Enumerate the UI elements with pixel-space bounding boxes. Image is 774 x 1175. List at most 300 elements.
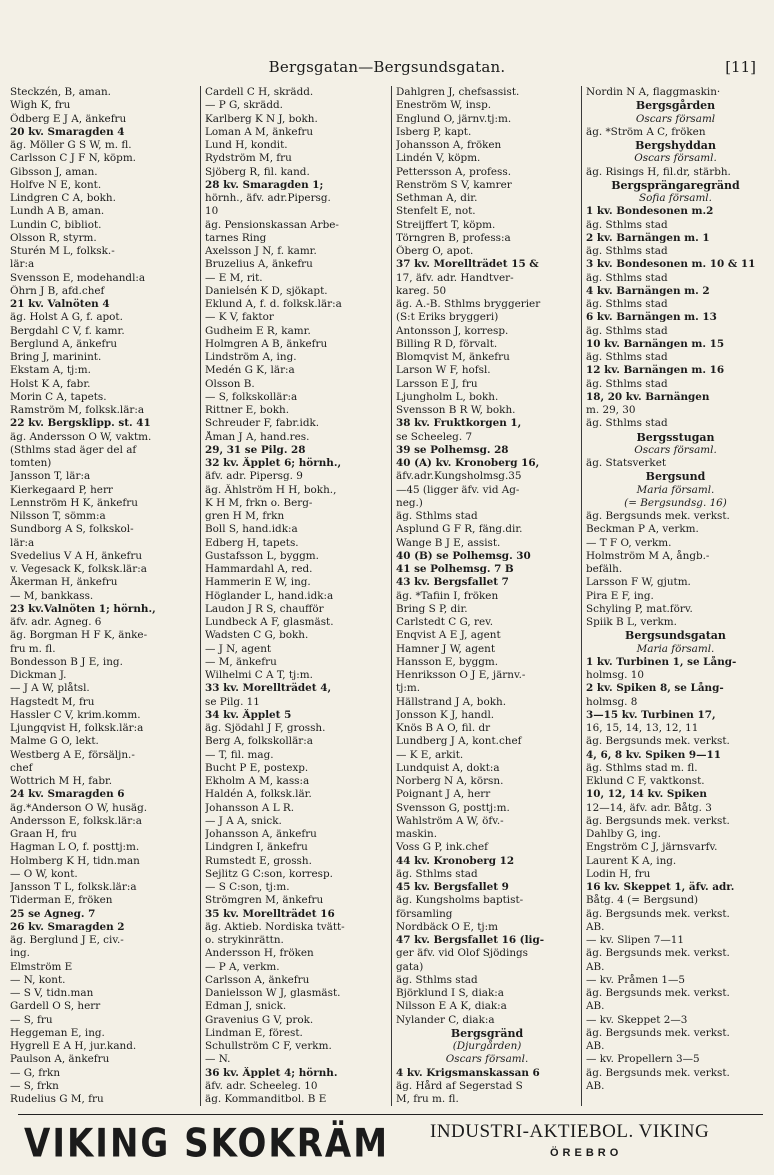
resident-entry: Lindström A, ing. xyxy=(205,351,297,363)
resident-entry: — S, folkskollär:a xyxy=(205,390,298,403)
resident-entry: Öhrn J B, afd.chef xyxy=(10,284,105,297)
street-heading: Bergsgränd xyxy=(450,1026,524,1040)
resident-entry: Gudheim E R, kamr. xyxy=(205,324,311,337)
resident-entry: Eneström W, insp. xyxy=(396,99,492,112)
parish-label: Maria församl. xyxy=(636,642,715,655)
resident-entry: äg. Sthlms stad xyxy=(586,218,668,231)
resident-entry: äg. Sthlms stad xyxy=(396,510,478,522)
resident-entry: äg. Hård af Segerstad S xyxy=(396,1079,523,1092)
property-entry: 36 kv. Äpplet 4; hörnh. xyxy=(205,1066,338,1079)
resident-entry: Rumstedt E, grossh. xyxy=(205,854,312,867)
resident-entry: Hagstedt M, fru xyxy=(10,695,95,708)
resident-entry: Edman J, snick. xyxy=(205,1000,287,1013)
resident-entry: äg. Bergsunds mek. verkst. xyxy=(586,1066,730,1079)
resident-entry: Wange B J E, assist. xyxy=(396,536,501,549)
resident-entry: 17, äfv. adr. Handtver- xyxy=(396,271,514,284)
resident-entry: AB. xyxy=(586,920,605,933)
resident-entry: Bergdahl C V, f. kamr. xyxy=(10,324,125,337)
resident-entry: Johansson A, änkefru xyxy=(205,828,317,840)
resident-entry: äg. Bergsunds mek. verkst. xyxy=(586,735,730,748)
resident-entry: äg. Pensionskassan Arbe- xyxy=(205,218,339,231)
resident-entry: Bucht P E, postexp. xyxy=(205,761,309,774)
resident-entry: hörnh., äfv. adr.Pipersg. xyxy=(205,192,331,204)
advertisement-banner xyxy=(18,1114,763,1165)
column-3 xyxy=(391,86,581,1106)
resident-entry: — M, bankkass. xyxy=(10,589,94,602)
resident-entry: Öberg O, apot. xyxy=(396,245,474,257)
resident-entry: äg. Sthlms stad xyxy=(586,417,668,430)
property-entry: 44 kv. Kronoberg 12 xyxy=(396,854,515,867)
resident-entry: Streijffert T, köpm. xyxy=(396,218,496,231)
resident-entry: Edberg H, tapets. xyxy=(205,536,299,549)
resident-entry: Wigh K, fru xyxy=(10,99,71,112)
resident-entry: äg. A.-B. Sthlms bryggerier xyxy=(396,298,541,310)
resident-entry: Sturén M L, folksk.- xyxy=(10,245,115,257)
resident-entry: Lindgren C A, bokh. xyxy=(10,192,116,204)
resident-entry: Rydström M, fru xyxy=(205,152,292,165)
resident-entry: Gravenius G V, prok. xyxy=(205,1013,314,1026)
resident-entry: äg. Kommanditbol. B E xyxy=(205,1093,327,1105)
property-entry: 21 kv. Valnöten 4 xyxy=(10,298,110,310)
resident-entry: Wadsten C G, bokh. xyxy=(205,629,309,642)
resident-entry: äg. Bergsunds mek. verkst. xyxy=(586,987,730,999)
resident-entry: 12—14, äfv. adr. Båtg. 3 xyxy=(586,801,712,814)
resident-entry: — N, kont. xyxy=(10,973,66,986)
resident-entry: Carlstedt C G, rev. xyxy=(396,616,494,628)
parish-label: Oscars församl xyxy=(635,112,716,125)
resident-entry: Englund O, järnv.tj:m. xyxy=(396,112,512,125)
resident-entry: Lundquist A, dokt:a xyxy=(396,761,500,774)
property-entry: 2 kv. Spiken 8, se Lång- xyxy=(586,682,724,695)
page-title: Bergsgatan—Bergsundsgatan. xyxy=(268,58,506,76)
resident-entry: Loman A M, änkefru xyxy=(205,125,314,138)
resident-entry: Holmgren A B, änkefru xyxy=(205,337,328,350)
resident-entry: Westberg A E, försäljn.- xyxy=(10,748,135,761)
resident-entry: Lindén V, köpm. xyxy=(396,152,481,165)
resident-entry: tarnes Ring xyxy=(205,231,267,244)
resident-entry: holmsg. 10 xyxy=(586,669,644,681)
resident-entry: Wahlström A W, öfv.- xyxy=(396,814,504,827)
resident-entry: — S V, tidn.man xyxy=(10,987,94,999)
resident-entry: Blomqvist M, änkefru xyxy=(396,351,510,363)
resident-entry: — kv. Skeppet 2—3 xyxy=(586,1013,688,1026)
resident-entry: — N. xyxy=(205,1053,231,1066)
resident-entry: tj:m. xyxy=(396,682,421,695)
resident-entry: äg. Sthlms stad xyxy=(586,298,668,310)
resident-entry: Morin C A, tapets. xyxy=(10,390,107,403)
resident-entry: —45 (ligger äfv. vid Ag- xyxy=(396,483,520,496)
property-entry: 1 kv. Turbinen 1, se Lång- xyxy=(586,655,737,668)
resident-entry: maskin. xyxy=(396,828,437,840)
property-entry: 28 kv. Smaragden 1; xyxy=(205,178,324,191)
resident-entry: äg. Bergsunds mek. verkst. xyxy=(586,907,730,920)
resident-entry: Axelsson J N, f. kamr. xyxy=(205,245,317,257)
resident-entry: Schyling P, mat.förv. xyxy=(586,602,693,615)
resident-entry: Ekstam A, tj:m. xyxy=(10,364,91,377)
property-entry: 20 kv. Smaragden 4 xyxy=(10,125,125,138)
resident-entry: Båtg. 4 (= Bergsund) xyxy=(586,894,699,907)
resident-entry: kareg. 50 xyxy=(396,284,447,297)
resident-entry: Dahlby G, ing. xyxy=(586,828,661,840)
resident-entry: Antonsson J, korresp. xyxy=(396,324,509,337)
resident-entry: neg.) xyxy=(396,496,423,509)
resident-entry: Renström S V, kamrer xyxy=(396,178,512,191)
property-entry: 41 se Polhemsg. 7 B xyxy=(396,563,514,575)
resident-entry: äfv. adr. Pipersg. 9 xyxy=(205,470,303,483)
property-entry: 47 kv. Bergsfallet 16 (lig- xyxy=(396,934,545,946)
resident-entry: Lundh A B, aman. xyxy=(10,205,105,218)
resident-entry: Hammardahl A, red. xyxy=(205,563,313,575)
property-entry: 40 (B) se Polhemsg. 30 xyxy=(396,549,531,562)
property-entry: 6 kv. Barnängen m. 13 xyxy=(586,311,717,324)
page-number: [11] xyxy=(725,58,756,76)
resident-entry: Bondesson B J E, ing. xyxy=(10,655,123,668)
resident-entry: Nylander C, diak:a xyxy=(396,1013,495,1026)
resident-entry: Sundborg A S, folkskol- xyxy=(10,523,134,536)
resident-entry: chef xyxy=(10,761,33,774)
resident-entry: äg. Sthlms stad xyxy=(396,867,478,880)
property-entry: 43 kv. Bergsfallet 7 xyxy=(396,576,509,589)
resident-entry: (S:t Eriks bryggeri) xyxy=(396,311,499,324)
resident-entry: Elmström E xyxy=(10,960,73,973)
resident-entry: Poignant J A, herr xyxy=(396,788,491,801)
resident-entry: Norberg N A, körsn. xyxy=(396,775,504,787)
resident-entry: — J A W, plåtsl. xyxy=(10,682,90,695)
property-entry: 4 kv. Krigsmanskassan 6 xyxy=(396,1066,540,1079)
property-entry: 2 kv. Barnängen m. 1 xyxy=(586,231,710,244)
resident-entry: Hassler C V, krim.komm. xyxy=(10,708,141,721)
property-entry: 3 kv. Bondesonen m. 10 & 11 xyxy=(586,258,756,271)
resident-entry: äg.*Anderson O W, husäg. xyxy=(10,801,148,814)
street-heading: Bergsstugan xyxy=(636,430,715,444)
resident-entry: Eklund A, f. d. folksk.lär:a xyxy=(205,298,342,310)
column-2 xyxy=(200,86,391,1106)
resident-entry: Gibsson J, aman. xyxy=(10,165,98,178)
street-heading: Bergsundsgatan xyxy=(625,629,726,643)
resident-entry: befälh. xyxy=(586,563,623,575)
resident-entry: äg. Ählström H H, bokh., xyxy=(205,483,337,496)
resident-entry: Jansson T L, folksk.lär:a xyxy=(10,881,137,893)
property-entry: 26 kv. Smaragden 2 xyxy=(10,920,125,933)
resident-entry: Lodin H, fru xyxy=(586,867,651,880)
resident-entry: Hansson E, byggm. xyxy=(396,655,499,668)
resident-entry: äg. Sthlms stad xyxy=(586,377,668,390)
resident-entry: Jansson T, lär:a xyxy=(10,470,91,483)
resident-entry: — S, frkn xyxy=(10,1079,59,1092)
parish-label: (= Bergsundsg. 16) xyxy=(624,496,727,509)
ad-city: ÖREBRO xyxy=(550,1147,623,1159)
resident-entry: v. Vegesack K, folksk.lär:a xyxy=(10,563,147,575)
resident-entry: m. 29, 30 xyxy=(586,404,636,416)
resident-entry: se Scheeleg. 7 xyxy=(396,430,473,443)
resident-entry: Haldén A, folksk.lär. xyxy=(205,788,312,801)
parish-label: Maria församl. xyxy=(636,483,715,496)
resident-entry: Nordin N A, flaggmaskin· xyxy=(586,86,721,98)
property-entry: 45 kv. Bergsfallet 9 xyxy=(396,881,509,893)
resident-entry: Gardell O S, herr xyxy=(10,1000,101,1013)
resident-entry: äg. Sthlms stad xyxy=(586,245,668,257)
resident-entry: Paulson A, änkefru xyxy=(10,1053,110,1066)
resident-entry: Olsson B. xyxy=(205,377,255,390)
resident-entry: äg. Statsverket xyxy=(586,457,667,469)
parish-label: Oscars församl. xyxy=(634,443,717,456)
resident-entry: Pira E F, ing. xyxy=(586,589,654,602)
resident-entry: äg. Sthlms stad m. fl. xyxy=(586,761,698,774)
resident-entry: äg. Kungsholms baptist- xyxy=(396,894,524,907)
resident-entry: äg. Aktieb. Nordiska tvätt- xyxy=(205,920,345,933)
resident-entry: äg. Sthlms stad xyxy=(586,271,668,284)
resident-entry: Strömgren M, änkefru xyxy=(205,894,324,907)
resident-entry: 10 xyxy=(205,205,219,218)
parish-label: Oscars församl. xyxy=(634,152,717,165)
resident-entry: äg. Berglund J E, civ.- xyxy=(10,934,124,946)
resident-entry: Hygrell E A H, jur.kand. xyxy=(10,1040,137,1052)
resident-entry: 16, 15, 14, 13, 12, 11 xyxy=(586,722,699,734)
resident-entry: Johansson A, fröken xyxy=(396,139,502,151)
resident-entry: äfv. adr. Agneg. 6 xyxy=(10,616,102,628)
resident-entry: ing. xyxy=(10,947,30,960)
resident-entry: äg. Risings H, fil.dr, stärbh. xyxy=(586,165,731,178)
resident-entry: äg. Sthlms stad xyxy=(396,973,478,986)
resident-entry: Knös B A O, fil. dr xyxy=(396,722,491,734)
property-entry: 4, 6, 8 kv. Spiken 9—11 xyxy=(586,748,721,761)
resident-entry: äg. Sthlms stad xyxy=(586,324,668,337)
resident-entry: — G, frkn xyxy=(10,1066,61,1079)
property-entry: 1 kv. Bondesonen m.2 xyxy=(586,205,714,218)
resident-entry: Engström C J, järnsvarfv. xyxy=(586,841,718,854)
property-entry: 10, 12, 14 kv. Spiken xyxy=(586,788,707,801)
resident-entry: Lennström H K, änkefru xyxy=(10,496,138,509)
property-entry: 25 se Agneg. 7 xyxy=(10,907,96,920)
property-entry: 34 kv. Äpplet 5 xyxy=(205,708,292,721)
street-heading: Bergsgården xyxy=(635,99,716,113)
property-entry: 22 kv. Bergsklipp. st. 41 xyxy=(10,417,151,430)
resident-entry: — kv. Pråmen 1—5 xyxy=(586,973,685,986)
resident-entry: Berg A, folkskollär:a xyxy=(205,735,313,748)
property-entry: 35 kv. Morellträdet 16 xyxy=(205,907,335,920)
resident-entry: Olsson R, styrm. xyxy=(10,231,97,244)
resident-entry: K H M, frkn o. Berg- xyxy=(205,496,313,509)
resident-entry: Pettersson A, profess. xyxy=(396,165,512,178)
resident-entry: Medén G K, lär:a xyxy=(205,364,295,377)
resident-entry: Lundberg J A, kont.chef xyxy=(396,735,522,748)
resident-entry: — T F O, verkm. xyxy=(586,536,672,549)
resident-entry: äg. *Tafiin I, fröken xyxy=(396,589,499,602)
resident-entry: Sethman A, dir. xyxy=(396,192,478,204)
resident-entry: Graan H, fru xyxy=(10,828,77,840)
property-entry: 38 kv. Fruktkorgen 1, xyxy=(396,417,522,430)
resident-entry: Dickman J. xyxy=(10,669,67,681)
resident-entry: Hällstrand J A, bokh. xyxy=(396,695,506,708)
resident-entry: äg. Bergsunds mek. verkst. xyxy=(586,814,730,827)
property-entry: 4 kv. Barnängen m. 2 xyxy=(586,284,710,297)
resident-entry: Åman J A, hand.res. xyxy=(205,430,310,443)
resident-entry: Bring J, marinint. xyxy=(10,351,102,363)
resident-entry: äfv.adr.Kungsholmsg.35 xyxy=(396,470,522,483)
resident-entry: Wilhelmi C A T, tj:m. xyxy=(205,669,313,681)
resident-entry: ger äfv. vid Olof Sjödings xyxy=(396,947,528,960)
resident-entry: Kierkegaard P, herr xyxy=(10,483,113,496)
resident-entry: Dahlgren J, chefsassist. xyxy=(396,86,520,98)
street-heading: Bergsprängaregränd xyxy=(611,178,740,192)
directory-columns xyxy=(8,86,768,1106)
resident-entry: — S, fru xyxy=(10,1013,53,1026)
resident-entry: — kv. Propellern 3—5 xyxy=(586,1053,700,1066)
property-entry: 32 kv. Äpplet 6; hörnh., xyxy=(205,457,342,469)
street-heading: Bergsund xyxy=(645,470,706,484)
resident-entry: Hamner J W, agent xyxy=(396,642,496,655)
resident-entry: M, fru m. fl. xyxy=(396,1093,459,1105)
parish-label: (Djurgården) xyxy=(452,1040,522,1052)
resident-entry: Törngren B, profess:a xyxy=(396,231,511,244)
resident-entry: Laudon J R S, chaufför xyxy=(205,602,324,615)
resident-entry: Nordbäck O E, tj:m xyxy=(396,920,498,933)
resident-entry: AB. xyxy=(586,1079,605,1092)
resident-entry: Björklund I S, diak:a xyxy=(396,987,504,999)
property-entry: 23 kv.Valnöten 1; hörnh., xyxy=(10,602,156,615)
resident-entry: Eklund C F, vaktkonst. xyxy=(586,775,705,787)
resident-entry: Ljungqvist H, folksk.lär:a xyxy=(10,722,144,734)
ad-company-name: INDUSTRI-AKTIEBOL. VIKING xyxy=(430,1121,710,1142)
resident-entry: lär:a xyxy=(10,536,35,549)
resident-entry: Boll S, hand.idk:a xyxy=(205,523,298,536)
property-entry: 39 se Polhemsg. 28 xyxy=(396,443,509,456)
resident-entry: Schullström C F, verkm. xyxy=(205,1040,332,1052)
property-entry: 3—15 kv. Turbinen 17, xyxy=(586,708,716,721)
property-entry: 40 (A) kv. Kronoberg 16, xyxy=(396,457,540,469)
resident-entry: Andersson E, folksk.lär:a xyxy=(10,814,142,827)
resident-entry: Ramström M, folksk.lär:a xyxy=(10,404,145,416)
resident-entry: — K V, faktor xyxy=(205,311,274,324)
resident-entry: Voss G P, ink.chef xyxy=(396,841,488,854)
resident-entry: Henriksson O J E, järnv.- xyxy=(396,669,526,681)
resident-entry: Lund H, kondit. xyxy=(205,139,288,151)
resident-entry: Åkerman H, änkefru xyxy=(10,576,118,589)
resident-entry: Andersson H, fröken xyxy=(205,947,314,960)
resident-entry: Malme G O, lekt. xyxy=(10,735,99,748)
resident-entry: äg. Bergsunds mek. verkst. xyxy=(586,947,730,960)
resident-entry: Stenfelt E, not. xyxy=(396,205,476,218)
resident-entry: Schreuder F, fabr.idk. xyxy=(205,417,320,430)
resident-entry: Rudelius G M, fru xyxy=(10,1093,104,1105)
resident-entry: Holst K A, fabr. xyxy=(10,377,91,390)
resident-entry: Lindgren I, änkefru xyxy=(205,841,308,854)
resident-entry: (Sthlms stad äger del af xyxy=(10,443,137,456)
resident-entry: Holmberg K H, tidn.man xyxy=(10,854,140,867)
resident-entry: Laurent K A, ing. xyxy=(586,854,677,867)
resident-entry: Wottrich M H, fabr. xyxy=(10,775,113,787)
resident-entry: Hagman L O, f. posttj:m. xyxy=(10,841,140,854)
resident-entry: Svedelius V A H, änkefru xyxy=(10,549,143,562)
resident-entry: Svensson G, posttj:m. xyxy=(396,801,510,814)
resident-entry: AB. xyxy=(586,1000,605,1013)
resident-entry: — P A, verkm. xyxy=(205,960,280,973)
resident-entry: äg. Borgman H F K, änke- xyxy=(10,629,148,642)
resident-entry: Nilsson E A K, diak:a xyxy=(396,1000,507,1013)
resident-entry: Lundbeck A F, glasmäst. xyxy=(205,616,334,628)
resident-entry: Beckman P A, verkm. xyxy=(586,523,699,536)
resident-entry: Enqvist A E J, agent xyxy=(396,629,501,642)
resident-entry: holmsg. 8 xyxy=(586,695,638,708)
resident-entry: Svensson E, modehandl:a xyxy=(10,271,146,284)
resident-entry: Lundin C, bibliot. xyxy=(10,218,102,231)
resident-entry: församling xyxy=(396,907,453,920)
resident-entry: Lindman E, förest. xyxy=(205,1026,303,1039)
property-entry: 18, 20 kv. Barnängen xyxy=(586,390,710,403)
resident-entry: äg. Andersson O W, vaktm. xyxy=(10,430,152,443)
resident-entry: — J A A, snick. xyxy=(205,814,282,827)
resident-entry: Holmström M A, ångb.- xyxy=(586,549,710,562)
resident-entry: Rittner E, bokh. xyxy=(205,404,289,416)
property-entry: 33 kv. Morellträdet 4, xyxy=(205,682,332,695)
resident-entry: gata) xyxy=(396,960,424,973)
resident-entry: Svensson B R W, bokh. xyxy=(396,404,516,416)
column-4 xyxy=(581,86,768,1106)
resident-entry: se Pilg. 11 xyxy=(205,695,260,708)
property-entry: 12 kv. Barnängen m. 16 xyxy=(586,364,725,377)
resident-entry: Larsson E J, fru xyxy=(396,377,478,390)
resident-entry: äg. Holst A G, f. apot. xyxy=(10,311,123,324)
property-entry: 29, 31 se Pilg. 28 xyxy=(205,443,306,456)
resident-entry: gren H M, frkn xyxy=(205,510,285,522)
resident-entry: Nilsson T, sömm:a xyxy=(10,510,106,522)
parish-label: Sofia församl. xyxy=(639,192,712,204)
resident-entry: Billing R D, förvalt. xyxy=(396,337,498,350)
resident-entry: o. strykinrättn. xyxy=(205,934,284,946)
resident-entry: Höglander L, hand.idk:a xyxy=(205,589,334,602)
resident-entry: fru m. fl. xyxy=(10,642,56,655)
resident-entry: — T, fil. mag. xyxy=(205,748,274,761)
resident-entry: tomten) xyxy=(10,457,52,469)
resident-entry: Holfve N E, kont. xyxy=(10,178,102,191)
resident-entry: Spiik B L, verkm. xyxy=(586,616,677,628)
resident-entry: Sjöberg R, fil. kand. xyxy=(205,165,310,178)
resident-entry: Danielsson W J, glasmäst. xyxy=(205,987,341,999)
column-1 xyxy=(8,86,200,1106)
resident-entry: Ödberg E J A, änkefru xyxy=(10,112,127,125)
resident-entry: Asplund G F R, fäng.dir. xyxy=(396,523,523,536)
property-entry: 24 kv. Smaragden 6 xyxy=(10,788,125,801)
resident-entry: AB. xyxy=(586,960,605,973)
resident-entry: Steckzén, B, aman. xyxy=(10,86,111,98)
resident-entry: Carlsson A, änkefru xyxy=(205,973,310,986)
resident-entry: AB. xyxy=(586,1040,605,1052)
resident-entry: Carlsson C J F N, köpm. xyxy=(10,152,136,165)
resident-entry: — J N, agent xyxy=(205,642,272,655)
resident-entry: Berglund A, änkefru xyxy=(10,337,118,350)
resident-entry: Cardell C H, skrädd. xyxy=(205,86,314,98)
resident-entry: äg. Sthlms stad xyxy=(586,351,668,363)
resident-entry: äg. *Ström A C, fröken xyxy=(586,125,706,138)
resident-entry: — E M, rit. xyxy=(205,271,263,284)
property-entry: 16 kv. Skeppet 1, äfv. adr. xyxy=(586,881,735,893)
resident-entry: äg. Bergsunds mek. verkst. xyxy=(586,510,730,522)
resident-entry: Larson W F, hofsl. xyxy=(396,364,491,377)
resident-entry: Heggeman E, ing. xyxy=(10,1026,105,1039)
resident-entry: Bring S P, dir. xyxy=(396,602,468,615)
resident-entry: äg. Sjödahl J F, grossh. xyxy=(205,722,326,734)
resident-entry: äg. Möller G S W, m. fl. xyxy=(10,139,132,151)
resident-entry: Ljungholm L, bokh. xyxy=(396,390,499,403)
ad-brand-name: VIKING SKOKRÄM xyxy=(24,1121,390,1167)
resident-entry: — K E, arkit. xyxy=(396,748,464,761)
page-header xyxy=(0,58,774,82)
resident-entry: — M, änkefru xyxy=(205,655,277,668)
resident-entry: Gustafsson L, byggm. xyxy=(205,549,319,562)
resident-entry: äg. Bergsunds mek. verkst. xyxy=(586,1026,730,1039)
resident-entry: — kv. Slipen 7—11 xyxy=(586,934,685,946)
street-heading: Bergshyddan xyxy=(635,139,716,152)
